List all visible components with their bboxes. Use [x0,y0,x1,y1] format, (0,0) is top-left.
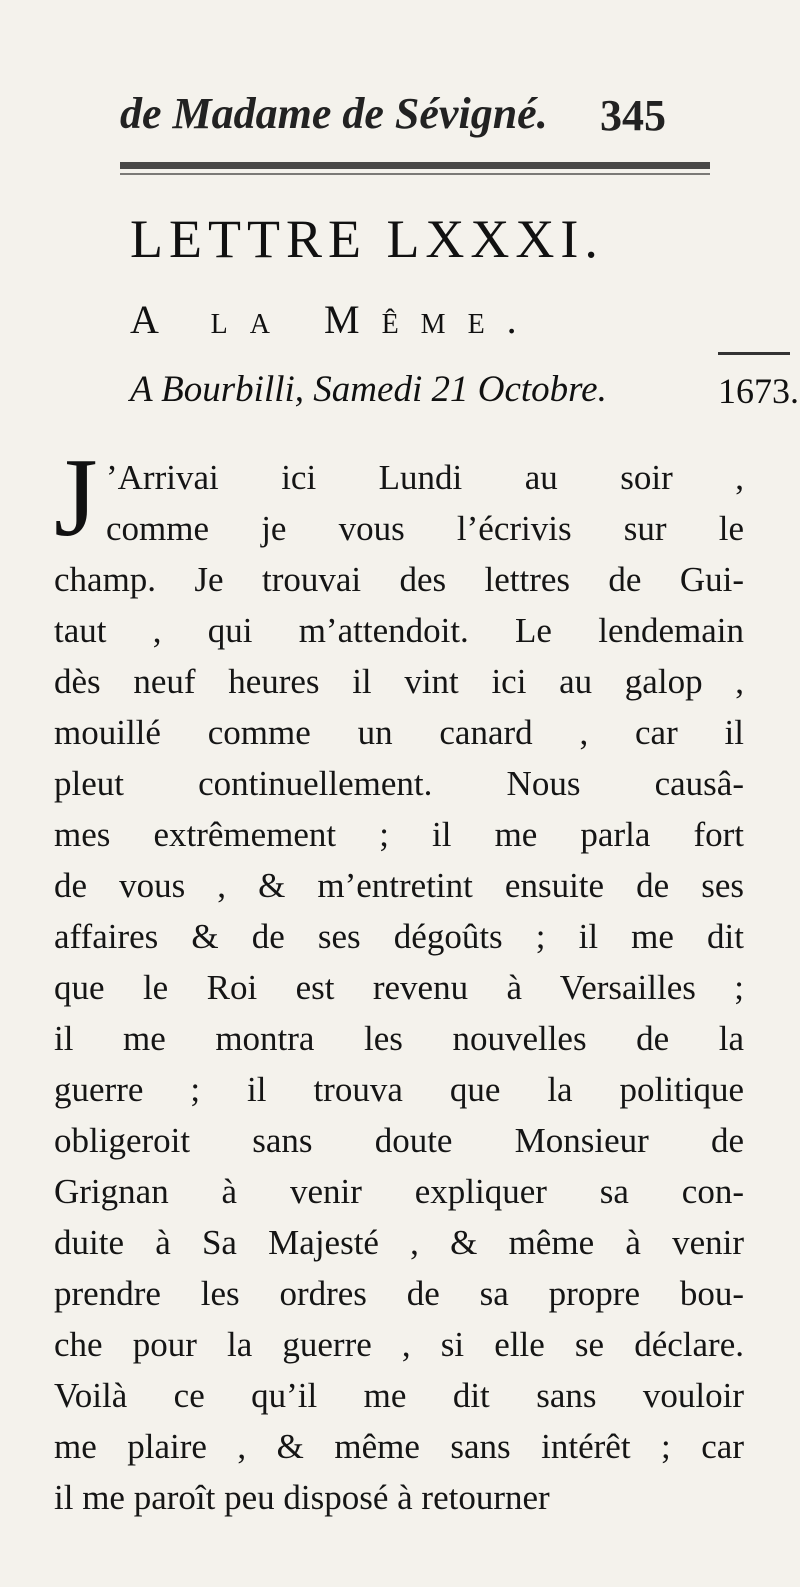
body-line: il me montra les nouvelles de la [54,1019,744,1058]
header-rule-thin [120,173,710,175]
page-number: 345 [600,91,666,140]
letter-body [54,452,744,1523]
body-line: de vous , & m’entretint ensuite de ses [54,866,744,905]
body-line: taut , qui m’attendoit. Le lendemain [54,611,744,650]
body-line: Voilà ce qu’il me dit sans vouloir [54,1376,744,1415]
running-head-title: de Madame de Sévigné. [120,89,548,138]
body-line: me plaire , & même sans intérêt ; car [54,1427,744,1466]
letter-title: LETTRE LXXXI. [130,209,604,269]
letter-addressee: A la Même. [130,297,539,342]
body-line: che pour la guerre , si elle se déclare. [54,1325,744,1364]
body-line: mes extrêmement ; il me parla fort [54,815,744,854]
body-line: pleut continuellement. Nous causâ- [54,764,744,803]
body-line: comme je vous l’écrivis sur le [106,509,744,548]
body-line: mouillé comme un canard , car il [54,713,744,752]
body-line: obligeroit sans doute Monsieur de [54,1121,744,1160]
margin-year-rule [718,352,790,355]
body-line: champ. Je trouvai des lettres de Gui- [54,560,744,599]
body-line: affaires & de ses dégoûts ; il me dit [54,917,744,956]
drop-cap: J [54,436,98,560]
letter-dateline: A Bourbilli, Samedi 21 Octobre. [130,369,607,410]
body-line: Grignan à venir expliquer sa con- [54,1172,744,1211]
body-line: duite à Sa Majesté , & même à venir [54,1223,744,1262]
margin-year: 1673. [718,371,799,411]
body-line: que le Roi est revenu à Versailles ; [54,968,744,1007]
header-rule [120,162,710,169]
body-line: prendre les ordres de sa propre bou- [54,1274,744,1313]
body-line: guerre ; il trouva que la politique [54,1070,744,1109]
body-line: dès neuf heures il vint ici au galop , [54,662,744,701]
body-line: ’Arrivai ici Lundi au soir , [106,458,744,497]
body-line: il me paroît peu disposé à retourner [54,1478,550,1517]
